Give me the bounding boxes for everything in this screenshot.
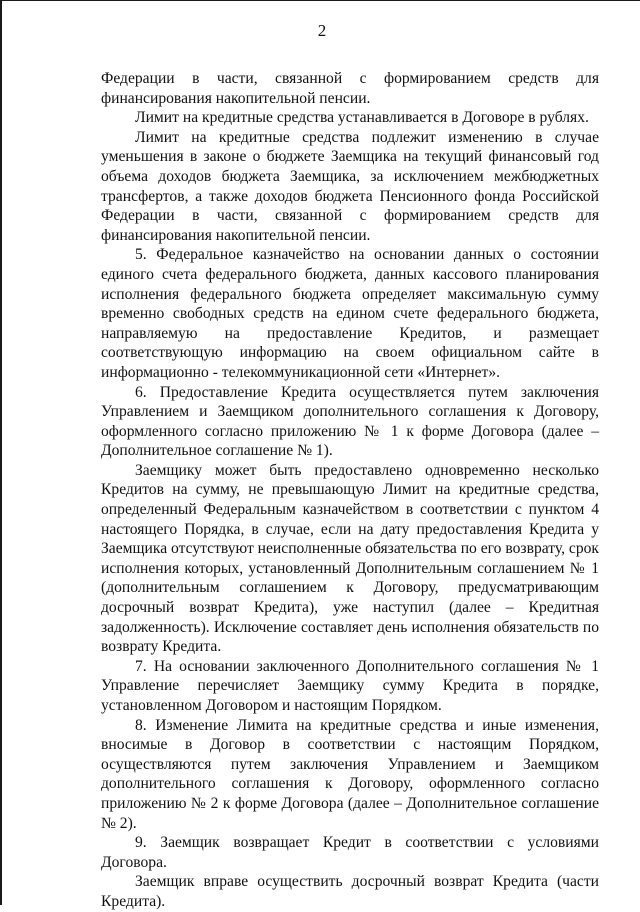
paragraph: Лимит на кредитные средства подлежит изменению в случае уменьшения в законе о бюджете Заемщика на текущий финансовый год объема доходов бюджета Заемщика, за исключением межбюджетных трансфертов, а также доходов бюджета Пенсионного фонда Российской Федерации в части, связанной с формированием средств для финансирования накопительной пенсии. — [101, 128, 599, 244]
paragraph: Заемщик вправе осуществить досрочный возврат Кредита (части Кредита). — [101, 873, 599, 910]
page-number: 2 — [317, 21, 327, 40]
paragraph: Заемщику может быть предоставлено одновременно несколько Кредитов на сумму, не превышающую Лимит на кредитные средства, определенный Федеральным казначейством в соответствии с пунктом 4 настоящего Порядка, в случае, если на дату предоставления Кредита у Заемщика отсутствуют неисполненные обязательства по его возврату, срок исполнения которых, установленный Дополнительным соглашением № 1 (дополнительным соглашением к Договору, предусматривающим досрочный возврат Кредита), уже наступил (далее – Кредитная задолженность). Исключение составляет день исполнения обязательств по возврату Кредита. — [101, 461, 599, 656]
paragraph: Федерации в части, связанной с формированием средств для финансирования накопительной пенсии. — [101, 70, 599, 107]
paragraph: 6. Предоставление Кредита осуществляется путем заключения Управлением и Заемщиком дополнительного соглашения к Договору, оформленного согласно приложению № 1 к форме Договора (далее – Дополнительное соглашение № 1). — [101, 383, 599, 460]
paragraph: 8. Изменение Лимита на кредитные средства и иные изменения, вносимые в Договор в соответствии с настоящим Порядком, осуществляются путем заключения Управлением и Заемщиком дополнительного соглашения к Договору, оформленного согласно приложению № 2 к форме Договора (далее – Дополнительное соглашение № 2). — [101, 716, 599, 832]
paragraph: 5. Федеральное казначейство на основании данных о состоянии единого счета федерального бюджета, данных кассового планирования исполнения федерального бюджета определяет максимальную сумму временно свободных средств на едином счете федерального бюджета, направляемую на предоставление Кредитов, и размещает соответствующую информацию на своем официальном сайте в информационно - телекоммуникационной сети «Интернет». — [101, 246, 599, 381]
paragraph: 9. Заемщик возвращает Кредит в соответствии с условиями Договора. — [101, 834, 599, 871]
document-body — [101, 69, 599, 912]
paragraph: Лимит на кредитные средства устанавливается в Договоре в рублях. — [135, 109, 589, 127]
paragraph: 7. На основании заключенного Дополнительного соглашения № 1 Управление перечисляет Заемщику сумму Кредита в порядке, установленном Договором и настоящим Порядком. — [101, 657, 599, 714]
